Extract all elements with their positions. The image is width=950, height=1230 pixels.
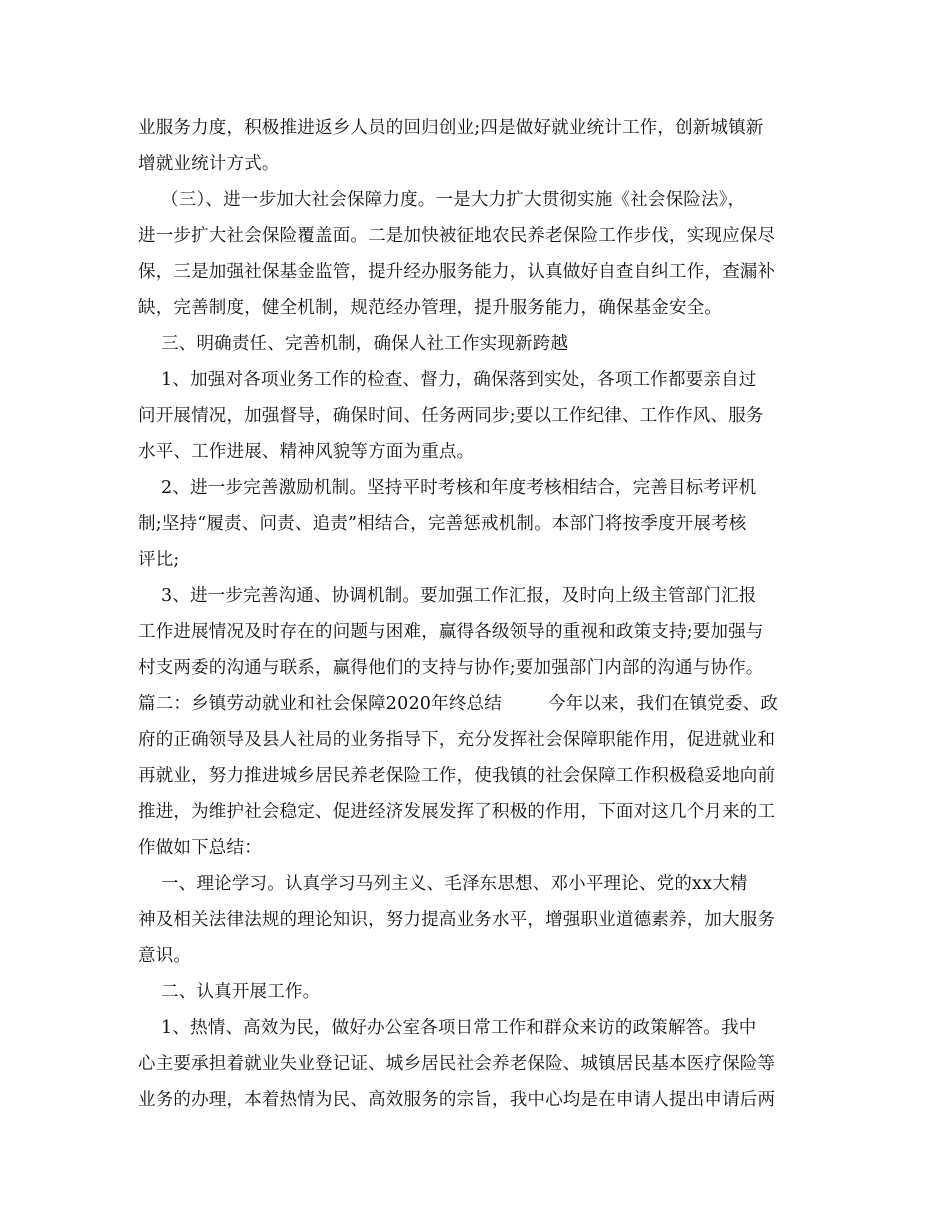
text-line: 业服务力度，积极推进返乡人员的回归创业;四是做好就业统计工作，创新城镇新	[138, 118, 764, 138]
text-line: 问开展情况，加强督导，确保时间、任务两同步;要以工作纪律、工作作风、服务	[138, 406, 764, 426]
text-line: 1、热情、高效为民，做好办公室各项日常工作和群众来访的政策解答。我中	[138, 1018, 757, 1038]
text-line: 府的正确领导及县人社局的业务指导下，充分发挥社会保障职能作用，促进就业和	[138, 730, 776, 750]
text-line: 意识。	[138, 946, 192, 966]
text-line: 2、进一步完善激励机制。坚持平时考核和年度考核相结合，完善目标考评机	[138, 478, 757, 498]
text-line: （三）、进一步加大社会保障力度。一是大力扩大贯彻实施《社会保险法》，	[138, 190, 746, 210]
section-heading: 三、明确责任、完善机制，确保人社工作实现新跨越	[138, 334, 569, 354]
article-title-line: 篇二：乡镇劳动就业和社会保障2020年终总结 今年以来，我们在镇党委、政	[138, 694, 779, 714]
text-line: 推进，为维护社会稳定、促进经济发展发挥了积极的作用，下面对这几个月来的工	[138, 802, 776, 822]
text-line: 工作进展情况及时存在的问题与困难，赢得各级领导的重视和政策支持;要加强与	[138, 622, 764, 642]
text-line: 1、加强对各项业务工作的检查、督力，确保落到实处，各项工作都要亲自过	[138, 370, 757, 390]
text-line: 村支两委的沟通与联系，赢得他们的支持与协作;要加强部门内部的沟通与协作。	[138, 658, 764, 678]
text-line: 增就业统计方式。	[138, 154, 280, 174]
section-heading: 二、认真开展工作。	[138, 982, 321, 1002]
text-line: 作做如下总结：	[138, 838, 262, 858]
text-line: 评比;	[138, 550, 180, 570]
text-line: 保，三是加强社保基金监管，提升经办服务能力，认真做好自查自纠工作，查漏补	[138, 262, 776, 282]
text-line: 神及相关法律法规的理论知识，努力提高业务水平，增强职业道德素养，加大服务	[138, 910, 776, 930]
text-line: 业务的办理，本着热情为民、高效服务的宗旨，我中心均是在申请人提出申请后两	[138, 1090, 776, 1110]
text-line: 3、进一步完善沟通、协调机制。要加强工作汇报，及时向上级主管部门汇报	[138, 586, 757, 606]
text-line: 再就业，努力推进城乡居民养老保险工作，使我镇的社会保障工作积极稳妥地向前	[138, 766, 776, 786]
text-line: 水平、工作进展、精神风貌等方面为重点。	[138, 442, 475, 462]
text-line: 进一步扩大社会保险覆盖面。二是加快被征地农民养老保险工作步伐，实现应保尽	[138, 226, 776, 246]
text-line: 缺，完善制度，健全机制，规范经办管理，提升服务能力，确保基金安全。	[138, 298, 723, 318]
text-line: 一、理论学习。认真学习马列主义、毛泽东思想、邓小平理论、党的xx大精	[138, 874, 748, 894]
text-line: 心主要承担着就业失业登记证、城乡居民社会养老保险、城镇居民基本医疗保险等	[138, 1054, 776, 1074]
text-line: 制;坚持“履责、问责、追责”相结合，完善惩戒机制。本部门将按季度开展考核	[138, 514, 747, 534]
